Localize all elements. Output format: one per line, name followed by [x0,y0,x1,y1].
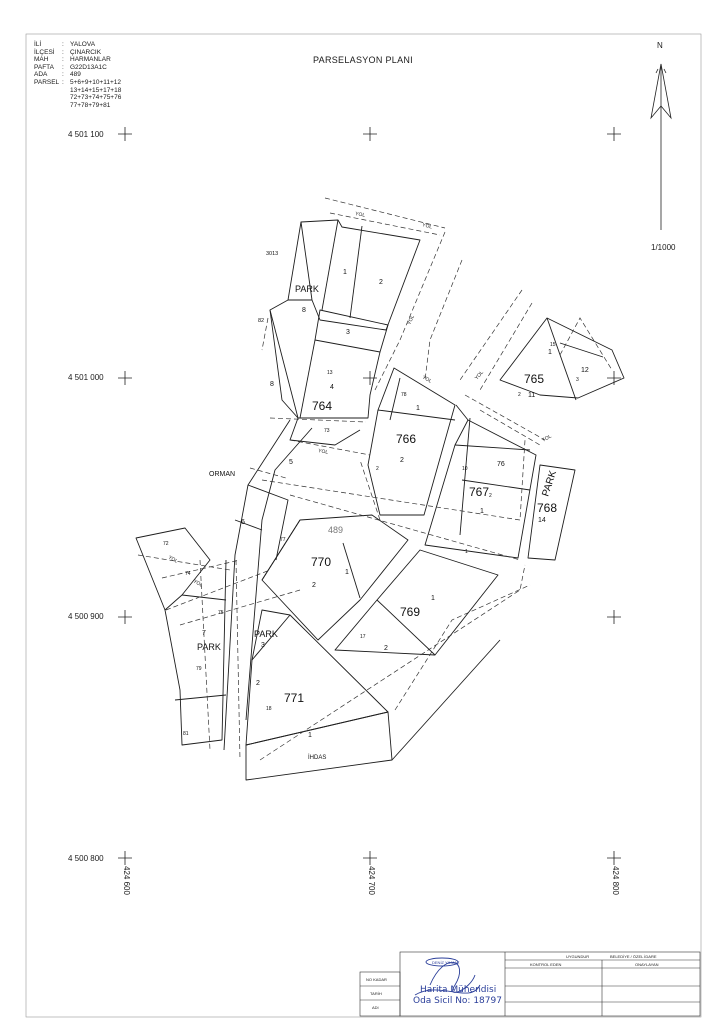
coord-northing: 4 501 000 [68,373,104,382]
tb-approver: ONAYLAYAN [635,962,659,967]
parcel-number: 1 [465,549,468,555]
parcel-number: 78 [401,392,407,398]
parcel-number: 5 [289,459,293,466]
page-title: PARSELASYON PLANI [313,55,413,65]
parcel-number: 2 [256,680,260,687]
stamp-name: DENİZ YILMAZ [432,960,460,965]
parcel-number: 3 [261,642,265,649]
parcel-number: 3 [576,377,579,383]
header-info: İLİ : YALOVA İLÇESİ : ÇINARCIK MAH : HARMANLAR PAFTA : G22D13A1C ADA : 489 PARSEL : 5+6+9+10+11+12 13+14+15+17+18 72+73+74+75+76 77+78+79+81 [34,41,122,109]
parcel-number: 76 [497,461,505,468]
parcel-number: 13 [327,370,333,376]
yol-label: YOL [167,554,179,565]
parcel-number: 82 [258,318,265,324]
parcel-numbers [163,251,589,739]
parcel-number: 77 [280,537,286,543]
parcel-number: 8 [302,307,306,314]
block-768: 768 [537,501,558,515]
parcel-number: 1 [308,732,312,739]
park-label: PARK [197,642,221,652]
block-769: 769 [400,605,421,619]
parcel-number: 2 [518,392,521,398]
parcel-number: 11 [528,392,536,399]
ihdas-label: İHDAS [308,755,327,761]
parcel-number: 12 [581,367,589,374]
parcel-boundaries [136,220,624,780]
tb-side: TARİH [370,991,382,996]
tb-municipality: BELEDİYE / ÖZEL İDARE [610,954,657,959]
block-770: 770 [311,555,332,569]
engineer-title: Harita Mühendisi [420,985,497,995]
parcel-number: 72 [163,541,169,547]
parcel-number: 4 [330,384,334,391]
yol-label: YOL [192,578,204,589]
parcel-number: 1 [416,405,420,412]
yol-label: YOL [354,211,366,219]
parcel-number: 2 [400,457,404,464]
block-767: 767 [469,485,490,499]
parcel-number: 18 [266,706,272,712]
coord-easting: 424 800 [611,866,620,895]
parcel-number: 1 [343,269,347,276]
block-766: 766 [396,432,417,446]
tb-side: ADI [372,1005,379,1010]
parcel-number: 2 [489,493,492,499]
yol-label: YOL [541,433,553,444]
parcel-number: 79 [196,666,202,672]
north-arrow-icon [651,64,671,230]
yol-label: YOL [406,314,417,326]
parcel-number: 2 [384,645,388,652]
parcel-number: 17 [360,634,366,640]
tb-side: NO KADAR [366,977,387,982]
yol-label: YOL [421,374,433,385]
park-label: PARK [295,284,319,294]
road-labels [167,211,553,589]
parcel-number: 3013 [266,251,279,257]
parcel-number: 1 [480,508,484,515]
parcel-number: 1 [548,349,552,356]
block-labels [284,369,560,705]
block-771: 771 [284,691,305,705]
area-labels [209,471,326,761]
parcel-number: 15 [550,342,556,348]
parcel-number: 2 [376,466,379,472]
parcel-number: 81 [183,731,189,737]
yol-label: YOL [421,222,433,231]
parcel-number: 10 [462,466,468,472]
park-label: PARK [254,629,278,639]
orman-label: ORMAN [209,471,236,478]
coord-northing: 4 501 100 [68,130,104,139]
block-765: 765 [524,372,545,386]
north-label: N [657,41,663,50]
parcel-number: 489 [328,525,344,535]
coord-easting: 424 700 [367,866,376,895]
parcel-number: 2 [312,582,316,589]
park-label: PARK [540,469,560,498]
dashed-lines [138,198,612,760]
engineer-registry: Oda Sicil No: 18797 [413,996,502,1006]
parcel-number: 6 [241,519,245,526]
coord-northing: 4 500 800 [68,854,104,863]
scale-label: 1/1000 [651,243,676,252]
parcel-number: 3 [346,329,350,336]
parcel-number: 1 [431,595,435,602]
yol-label: YOL [473,369,485,382]
parcel-number: 7 [202,630,206,637]
parcel-number: 75 [218,610,224,616]
coord-easting: 424 600 [122,866,131,895]
tb-approved: UYGUNDUR [566,954,590,959]
yol-label: YOL [317,448,329,456]
parcel-number: 2 [379,279,383,286]
block-764: 764 [312,399,333,413]
coord-northing: 4 500 900 [68,612,104,621]
parcel-number: 74 [185,571,191,577]
parcel-number: 14 [538,517,546,524]
parcel-number: 73 [324,428,330,434]
tb-checked: KONTROL EDEN [530,962,562,967]
parcel-number: 1 [345,569,349,576]
parcel-number: 8 [270,381,274,388]
